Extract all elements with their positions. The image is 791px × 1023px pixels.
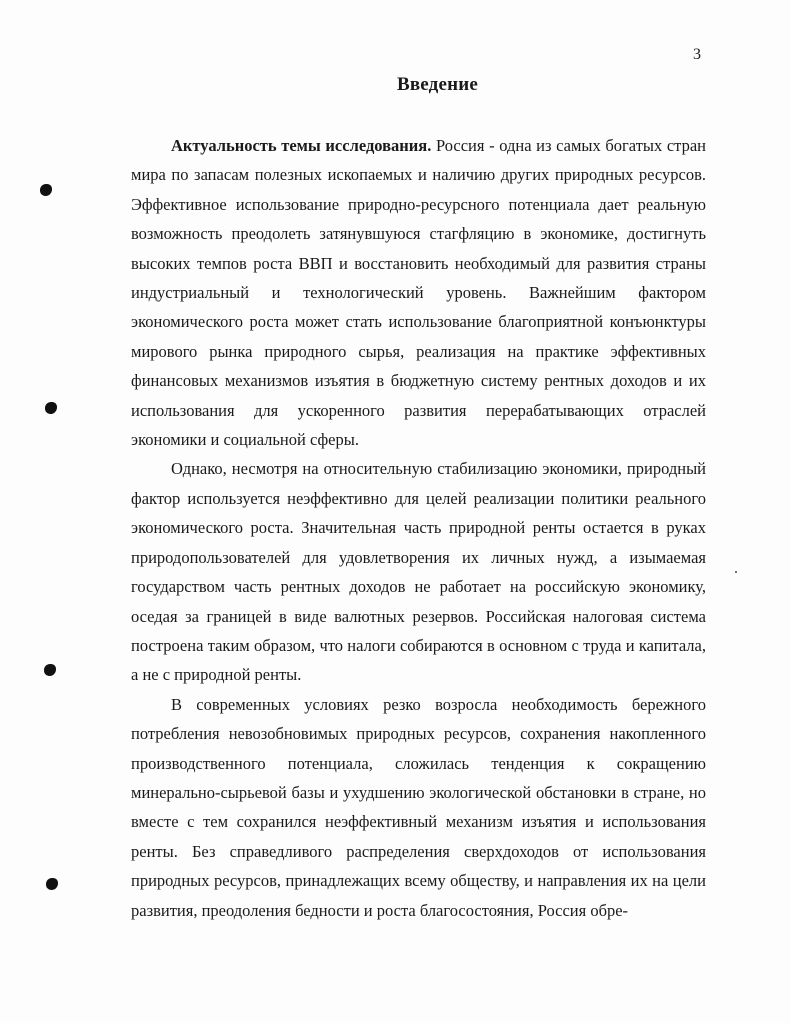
binder-hole-mark	[46, 878, 58, 890]
binder-hole-mark	[45, 402, 57, 414]
paragraph-lead: Актуальность темы исследования.	[171, 136, 432, 155]
paragraph-text: В современных условиях резко возросла необходимость бережного потребления невозобновимых природных ресурсов, сохранения накопленного производственного потенциала, сложилась тенденция к сокращению минерально-сырьевой базы и ухудшению экологической обстановки в стране, но вместе с тем сохранился неэффективный механизм изъятия и использования ренты. Без справедливого распределения сверхдоходов от использования природных ресурсов, принадлежащих всему обществу, и направления их на цели развития, преодоления бедности и роста благосостояния, Россия обре-	[131, 694, 706, 920]
page-number: 3	[693, 46, 701, 63]
scan-speck	[735, 571, 737, 573]
binder-hole-mark	[44, 664, 56, 676]
section-title: Введение	[396, 74, 479, 95]
binder-hole-mark	[40, 184, 52, 196]
paragraph-2	[131, 454, 706, 689]
paragraph-3	[131, 690, 706, 925]
body-text	[131, 131, 706, 925]
paragraph-text: Россия - одна из самых богатых стран мира по запасам полезных ископаемых и наличию других природных ресурсов. Эффективное использование природно-ресурсного потенциала дает реальную возможность преодолеть затянувшуюся стагфляцию в экономике, достигнуть высоких темпов роста ВВП и восстановить необходимый для развития страны индустриальный и технологический уровень. Важнейшим фактором экономического роста может стать использование благоприятной конъюнктуры мирового рынка природного сырья, реализация на практике эффективных финансовых механизмов изъятия в бюджетную систему рентных доходов и их использования для ускоренного развития перерабатывающих отраслей экономики и социальной сферы.	[131, 136, 707, 450]
paragraph-1	[131, 131, 706, 454]
paragraph-text: Однако, несмотря на относительную стабилизацию экономики, природный фактор используется неэффективно для целей реализации политики реального экономического роста. Значительная часть природной ренты остается в руках природопользователей для удовлетворения их личных нужд, а изымаемая государством часть рентных доходов не работает на российскую экономику, оседая за границей в виде валютных резервов. Российская налоговая система построена таким образом, что налоги собираются в основном с труда и капитала, а не с природной ренты.	[131, 459, 706, 685]
